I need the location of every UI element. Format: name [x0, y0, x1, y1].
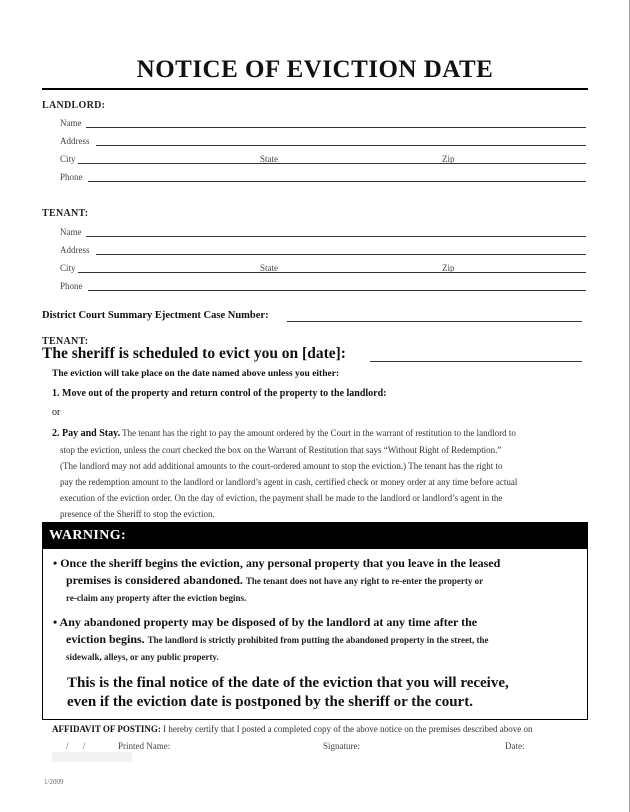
- warning-bullet-disposal: [53, 614, 583, 666]
- date-label: Date:: [505, 741, 525, 751]
- warning-heading: WARNING:: [43, 523, 587, 549]
- date-slashes: / /: [66, 741, 86, 751]
- warning-box: [42, 522, 588, 720]
- tenant-label: TENANT:: [42, 208, 89, 219]
- tenant-city-label: City: [60, 263, 76, 273]
- sheriff-date-line: The sheriff is scheduled to evict you on [date]:: [42, 345, 346, 362]
- form-code: 1/2009: [44, 778, 64, 786]
- tenant-name-line[interactable]: [86, 236, 586, 237]
- pay-and-stay-text-3: (The landlord may not add additional amounts to the court-ordered amount to stop the eviction.) The tenant has the right to: [60, 461, 503, 471]
- landlord-name-line[interactable]: [86, 127, 586, 128]
- pay-and-stay-text-4: pay the redemption amount to the landlord or landlord’s agent in cash, certified check or money order at any time before actual: [60, 477, 518, 487]
- case-number-line[interactable]: [287, 321, 582, 322]
- bullet1-fine2: re-claim any property after the eviction begins.: [66, 593, 247, 603]
- faint-watermark-area: [52, 752, 132, 762]
- landlord-address-label: Address: [60, 136, 90, 146]
- landlord-zip-label: Zip: [442, 154, 455, 164]
- eviction-intro: The eviction will take place on the date named above unless you either:: [52, 369, 340, 379]
- pay-and-stay-heading: 2. Pay and Stay.: [52, 428, 121, 439]
- tenant-second-label: TENANT:: [42, 336, 89, 347]
- tenant-phone-line[interactable]: [88, 290, 586, 291]
- final-notice-line1: This is the final notice of the date of the eviction that you will receive,: [67, 675, 509, 691]
- signature-label: Signature:: [323, 741, 360, 751]
- pay-and-stay-text-5: execution of the eviction order. On the day of eviction, the payment shall be made to the landlord or landlord’s agent in the: [60, 493, 503, 503]
- landlord-label: LANDLORD:: [42, 100, 106, 111]
- bullet1-fine1: The tenant does not have any right to re-enter the property or: [245, 576, 484, 586]
- pay-and-stay-text-6: presence of the Sheriff to stop the eviction.: [60, 509, 215, 519]
- pay-and-stay-text-2: stop the eviction, unless the court checked the box on the Warrant of Restitution that says “Without Right of Redemption.”: [60, 445, 502, 455]
- landlord-address-line[interactable]: [96, 145, 586, 146]
- tenant-zip-label: Zip: [442, 263, 455, 273]
- case-number-label: District Court Summary Ejectment Case Number:: [42, 310, 269, 321]
- tenant-city-line[interactable]: [78, 272, 586, 273]
- affidavit-of-posting: [52, 724, 532, 734]
- landlord-phone-label: Phone: [60, 172, 83, 182]
- bullet2-line1: • Any abandoned property may be disposed of by the landlord at any time after the: [53, 615, 478, 629]
- warning-bullet-abandoned: [53, 555, 583, 607]
- tenant-phone-label: Phone: [60, 281, 83, 291]
- option-move-out: 1. Move out of the property and return control of the property to the landlord:: [52, 388, 387, 399]
- landlord-city-label: City: [60, 154, 76, 164]
- landlord-name-label: Name: [60, 118, 82, 128]
- bullet2-line2: eviction begins.: [66, 632, 145, 646]
- tenant-state-label: State: [260, 263, 278, 273]
- final-notice-line2: even if the eviction date is postponed by the sheriff or the court.: [67, 694, 473, 710]
- tenant-name-label: Name: [60, 227, 82, 237]
- pay-and-stay-text-1: The tenant has the right to pay the amount ordered by the Court in the warrant of restitution to the landlord to: [122, 428, 516, 438]
- landlord-state-label: State: [260, 154, 278, 164]
- printed-name-label: Printed Name:: [118, 741, 171, 751]
- bullet2-fine1: The landlord is strictly prohibited from putting the abandoned property in the street, the: [147, 635, 489, 645]
- bullet1-line2: premises is considered abandoned.: [66, 573, 243, 587]
- eviction-date-line[interactable]: [370, 361, 582, 362]
- tenant-address-line[interactable]: [96, 254, 586, 255]
- landlord-city-line[interactable]: [78, 163, 586, 164]
- affidavit-text: I hereby certify that I posted a completed copy of the above notice on the premises described above on: [163, 724, 533, 734]
- bullet2-fine2: sidewalk, alleys, or any public property.: [66, 652, 219, 662]
- option-pay-and-stay: [52, 425, 592, 522]
- or-text: or: [52, 407, 61, 418]
- affidavit-label: AFFIDAVIT OF POSTING:: [52, 724, 161, 734]
- bullet1-line1: • Once the sheriff begins the eviction, any personal property that you leave in the leased: [53, 556, 501, 570]
- landlord-phone-line[interactable]: [88, 181, 586, 182]
- tenant-address-label: Address: [60, 245, 90, 255]
- document-title: NOTICE OF EVICTION DATE: [42, 52, 588, 90]
